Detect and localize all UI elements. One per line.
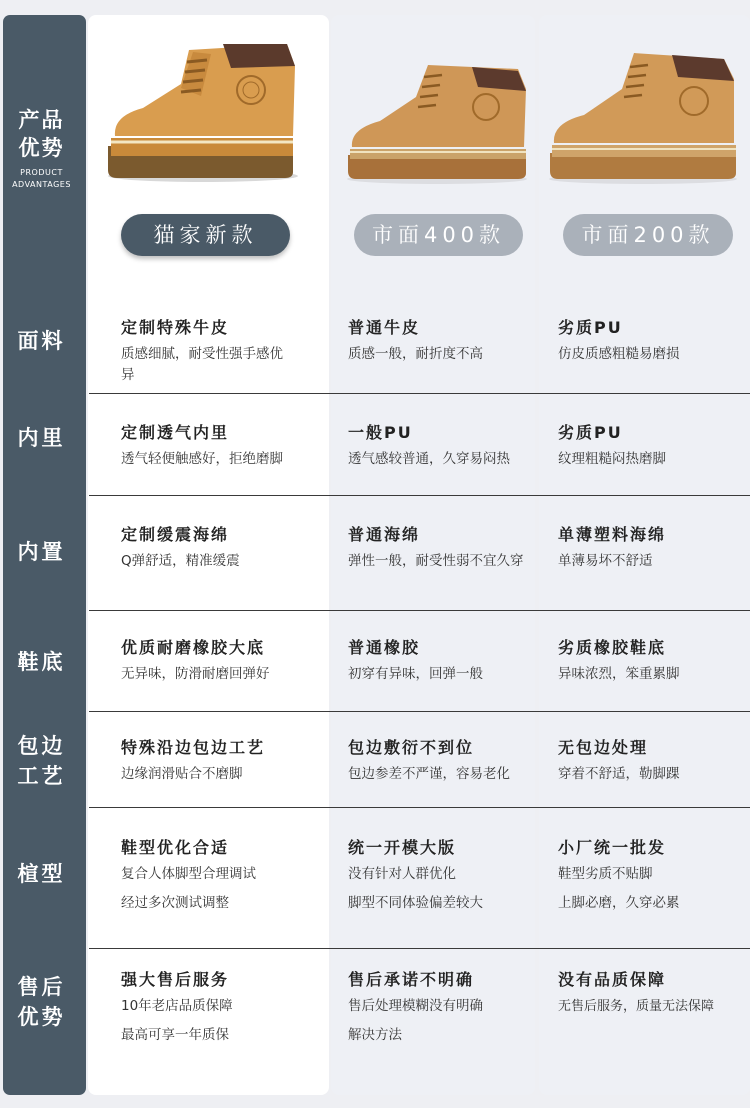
- cell-title: 劣质橡胶鞋底: [558, 638, 667, 657]
- cell-desc: 10年老店品质保障: [121, 998, 233, 1014]
- row-label-edging: 包边 工艺: [17, 734, 66, 788]
- row-label-insole: 内置: [17, 540, 66, 564]
- row-label-fabric: 面料: [17, 329, 66, 353]
- cell-desc: 解决方法: [348, 1027, 402, 1043]
- cell-aftersales-featured: [121, 969, 326, 1046]
- cell-desc: 无异味，防滑耐磨回弹好: [121, 666, 270, 682]
- cell-lining-market-200: [558, 422, 748, 470]
- row-divider: [89, 393, 750, 394]
- cell-title: 普通海绵: [348, 525, 421, 544]
- cell-desc: 穿着不舒适，勒脚踝: [558, 766, 680, 782]
- cell-desc: 纹理粗糙闷热磨脚: [558, 451, 666, 467]
- cell-lining-featured: [121, 422, 321, 470]
- cell-desc: 脚型不同体验偏差较大: [348, 895, 483, 911]
- cell-aftersales-market-400: [348, 969, 533, 1046]
- cell-title: 鞋型优化合适: [121, 838, 230, 857]
- cell-insole-market-400: [348, 524, 533, 572]
- row-divider: [89, 948, 750, 949]
- sidebar-title: 产品 优势: [18, 108, 65, 160]
- cell-title: 劣质PU: [558, 423, 623, 442]
- cell-desc: 最高可享一年质保: [121, 1027, 229, 1043]
- cell-desc: 质感细腻，耐受性强手感优异: [121, 346, 283, 383]
- cell-title: 包边敷衍不到位: [348, 738, 475, 757]
- cell-desc: 售后处理模糊没有明确: [348, 998, 483, 1014]
- cell-fabric-featured: [121, 317, 311, 386]
- row-label-last: 楦型: [17, 862, 66, 886]
- cell-desc: 经过多次测试调整: [121, 895, 229, 911]
- row-label-aftersales: 售后 优势: [17, 975, 66, 1029]
- column-label-market-200: 市面200款: [563, 214, 733, 256]
- sidebar-subtitle: PRODUCT ADVANTAGES: [12, 168, 71, 189]
- cell-desc: 初穿有异味，回弹一般: [348, 666, 483, 682]
- cell-edging-featured: [121, 737, 326, 785]
- cell-last-market-200: [558, 837, 748, 914]
- boot-image-featured: [103, 38, 303, 183]
- cell-desc: 包边参差不严谨，容易老化: [348, 766, 510, 782]
- cell-lining-market-400: [348, 422, 533, 470]
- cell-desc: 复合人体脚型合理调试: [121, 866, 256, 882]
- cell-fabric-market-400: [348, 317, 533, 365]
- cell-title: 售后承诺不明确: [348, 970, 475, 989]
- cell-title: 特殊沿边包边工艺: [121, 738, 266, 757]
- cell-edging-market-200: [558, 737, 748, 785]
- cell-title: 强大售后服务: [121, 970, 230, 989]
- cell-desc: 弹性一般，耐受性弱不宜久穿: [348, 553, 524, 569]
- row-label-lining: 内里: [17, 426, 66, 450]
- boot-image-market-400: [342, 55, 532, 185]
- cell-title: 无包边处理: [558, 738, 649, 757]
- cell-edging-market-400: [348, 737, 533, 785]
- cell-desc: 无售后服务，质量无法保障: [558, 999, 715, 1014]
- column-label-market-400: 市面400款: [354, 214, 523, 256]
- cell-title: 劣质PU: [558, 318, 623, 337]
- cell-desc: 上脚必磨，久穿必累: [558, 895, 680, 911]
- row-divider: [89, 495, 750, 496]
- cell-title: 定制缓震海绵: [121, 525, 230, 544]
- cell-last-featured: [121, 837, 326, 914]
- cell-title: 一般PU: [348, 423, 413, 442]
- cell-desc: 鞋型劣质不贴脚: [558, 866, 653, 882]
- cell-title: 普通牛皮: [348, 318, 421, 337]
- cell-insole-featured: [121, 524, 321, 572]
- cell-aftersales-market-200: [558, 969, 748, 1017]
- cell-desc: 单薄易坏不舒适: [558, 553, 653, 569]
- cell-desc: 透气轻便触感好，拒绝磨脚: [121, 451, 283, 467]
- cell-insole-market-200: [558, 524, 748, 572]
- cell-sole-market-200: [558, 637, 748, 685]
- cell-desc: Q弹舒适，精准缓震: [121, 553, 240, 569]
- cell-sole-featured: [121, 637, 326, 685]
- cell-desc: 异味浓烈，笨重累脚: [558, 666, 680, 682]
- cell-title: 单薄塑料海绵: [558, 525, 667, 544]
- cell-title: 没有品质保障: [558, 970, 667, 989]
- cell-title: 优质耐磨橡胶大底: [121, 638, 266, 657]
- cell-title: 统一开模大版: [348, 838, 457, 857]
- cell-desc: 边缘润滑贴合不磨脚: [121, 766, 243, 782]
- cell-title: 小厂统一批发: [558, 838, 667, 857]
- cell-desc: 没有针对人群优化: [348, 866, 456, 882]
- cell-desc: 质感一般，耐折度不高: [348, 346, 483, 362]
- boot-image-market-200: [544, 45, 742, 185]
- cell-desc: 仿皮质感粗糙易磨损: [558, 346, 680, 362]
- row-label-sole: 鞋底: [17, 650, 66, 674]
- row-divider: [89, 807, 750, 808]
- cell-last-market-400: [348, 837, 533, 914]
- cell-title: 普通橡胶: [348, 638, 421, 657]
- row-divider: [89, 711, 750, 712]
- cell-desc: 透气感较普通，久穿易闷热: [348, 451, 510, 467]
- cell-title: 定制透气内里: [121, 423, 230, 442]
- cell-sole-market-400: [348, 637, 533, 685]
- cell-title: 定制特殊牛皮: [121, 318, 230, 337]
- cell-fabric-market-200: [558, 317, 748, 365]
- column-label-featured: 猫家新款: [121, 214, 290, 256]
- row-divider: [89, 610, 750, 611]
